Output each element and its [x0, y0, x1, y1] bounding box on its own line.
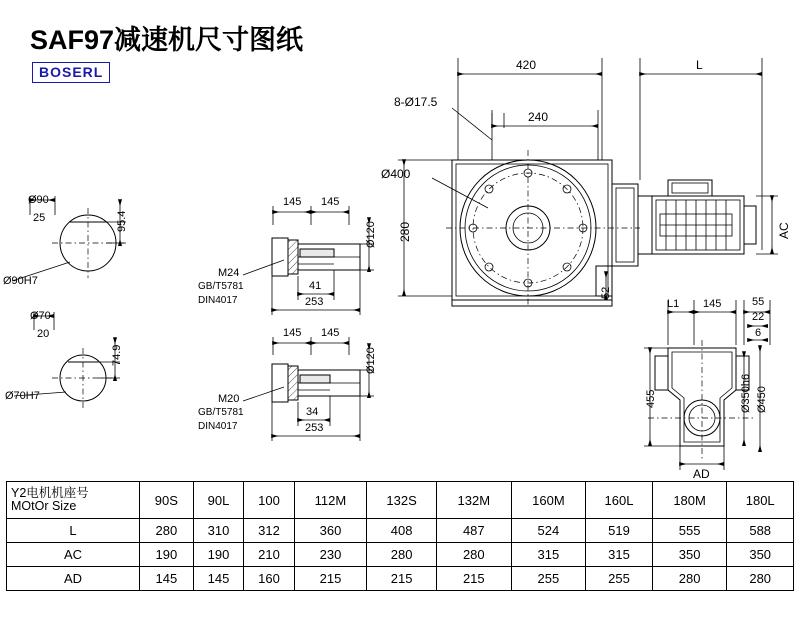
table-col-header: 132S	[367, 482, 437, 519]
label-shaft-bottom-height: 74.9	[111, 344, 123, 366]
table-header-row	[7, 482, 794, 519]
label-hsl-inner: 34	[306, 406, 319, 418]
table-cell: 524	[511, 519, 586, 543]
table-cell: 312	[244, 519, 295, 543]
label-main-bolt: 8-Ø17.5	[394, 95, 438, 109]
label-hsl-total: 253	[305, 422, 324, 434]
label-main-AC: AC	[777, 222, 791, 239]
table-cell: 230	[294, 543, 366, 567]
label-end-450: Ø450	[756, 386, 768, 413]
label-hsl-dim-right: 145	[321, 327, 340, 339]
table-col-header: 100	[244, 482, 295, 519]
brand-badge: BOSERL	[32, 62, 110, 83]
table-cell: 350	[652, 543, 727, 567]
label-end-AD: AD	[693, 467, 710, 481]
table-corner-label	[7, 482, 140, 519]
table-cell: 190	[193, 543, 244, 567]
shaft-section-upper	[12, 196, 126, 281]
table-cell: 408	[367, 519, 437, 543]
label-shaft-top-height: 95.4	[116, 210, 128, 232]
label-shaft-bottom-bore: Ø70H7	[5, 390, 40, 402]
table-col-header: 180M	[652, 482, 727, 519]
label-shaft-top-dia: Ø90	[28, 194, 49, 206]
label-hsl-std2: DIN4017	[198, 421, 238, 432]
table-cell: 280	[727, 567, 794, 591]
table-cell: 215	[367, 567, 437, 591]
label-main-420: 420	[516, 58, 537, 72]
label-hsl-dia: Ø120	[365, 347, 377, 374]
label-main-280: 280	[398, 221, 412, 242]
table-cell: 160	[244, 567, 295, 591]
table-cell: 215	[294, 567, 366, 591]
table-col-header: 160M	[511, 482, 586, 519]
table-cell: 350	[727, 543, 794, 567]
label-main-400: Ø400	[381, 167, 411, 181]
label-end-145: 145	[703, 298, 722, 310]
table-cell: 555	[652, 519, 727, 543]
label-hsl-thread: M20	[218, 393, 240, 405]
table-col-header: 90S	[140, 482, 194, 519]
table-col-header: 160L	[586, 482, 653, 519]
table-cell: 190	[140, 543, 194, 567]
table-row-label: L	[7, 519, 140, 543]
label-main-52: 52	[600, 286, 612, 299]
table-corner-line1: Y2电机机座号	[11, 485, 89, 500]
table-cell: 210	[244, 543, 295, 567]
table-cell: 315	[586, 543, 653, 567]
label-shaft-bottom-key: 20	[37, 328, 50, 340]
table-row	[7, 567, 794, 591]
table-cell: 280	[652, 567, 727, 591]
table-cell: 280	[140, 519, 194, 543]
table-cell: 280	[436, 543, 511, 567]
label-hsu-thread: M24	[218, 267, 240, 279]
label-hsu-std1: GB/T5781	[198, 281, 244, 292]
label-hsu-inner: 41	[309, 280, 322, 292]
table-col-header: 112M	[294, 482, 366, 519]
label-main-L: L	[696, 58, 703, 72]
label-hsl-dim-left: 145	[283, 327, 302, 339]
table-col-header: 180L	[727, 482, 794, 519]
label-hsl-std1: GB/T5781	[198, 407, 244, 418]
label-main-240: 240	[528, 110, 549, 124]
table-cell: 487	[436, 519, 511, 543]
label-end-455: 455	[645, 389, 657, 408]
label-end-6: 6	[755, 327, 762, 339]
page-title: SAF97减速机尺寸图纸	[30, 25, 304, 55]
table-cell: 145	[193, 567, 244, 591]
table-row	[7, 543, 794, 567]
label-hsu-dim-right: 145	[321, 196, 340, 208]
label-hsu-std2: DIN4017	[198, 295, 238, 306]
main-assembly-view	[398, 58, 778, 306]
table-cell: 588	[727, 519, 794, 543]
table-row	[7, 519, 794, 543]
table-cell: 315	[511, 543, 586, 567]
label-end-L1: L1	[667, 298, 680, 310]
table-cell: 360	[294, 519, 366, 543]
table-cell: 255	[511, 567, 586, 591]
table-cell: 519	[586, 519, 653, 543]
table-corner-line2: MOtOr Size	[11, 499, 77, 513]
label-shaft-top-bore: Ø90H7	[3, 275, 38, 287]
table-col-header: 90L	[193, 482, 244, 519]
label-shaft-top-key: 25	[33, 212, 46, 224]
table-cell: 310	[193, 519, 244, 543]
dimension-table	[6, 481, 794, 591]
label-end-55: 55	[752, 296, 765, 308]
label-end-350: Ø350h6	[740, 373, 752, 413]
label-end-22: 22	[752, 311, 765, 323]
label-shaft-bottom-dia: Ø70	[30, 310, 51, 322]
table-cell: 215	[436, 567, 511, 591]
table-cell: 280	[367, 543, 437, 567]
table-row-label: AD	[7, 567, 140, 591]
label-hsu-dia: Ø120	[365, 221, 377, 248]
table-row-label: AC	[7, 543, 140, 567]
table-col-header: 132M	[436, 482, 511, 519]
label-hsu-dim-left: 145	[283, 196, 302, 208]
label-hsu-total: 253	[305, 296, 324, 308]
table-cell: 255	[586, 567, 653, 591]
table-cell: 145	[140, 567, 194, 591]
